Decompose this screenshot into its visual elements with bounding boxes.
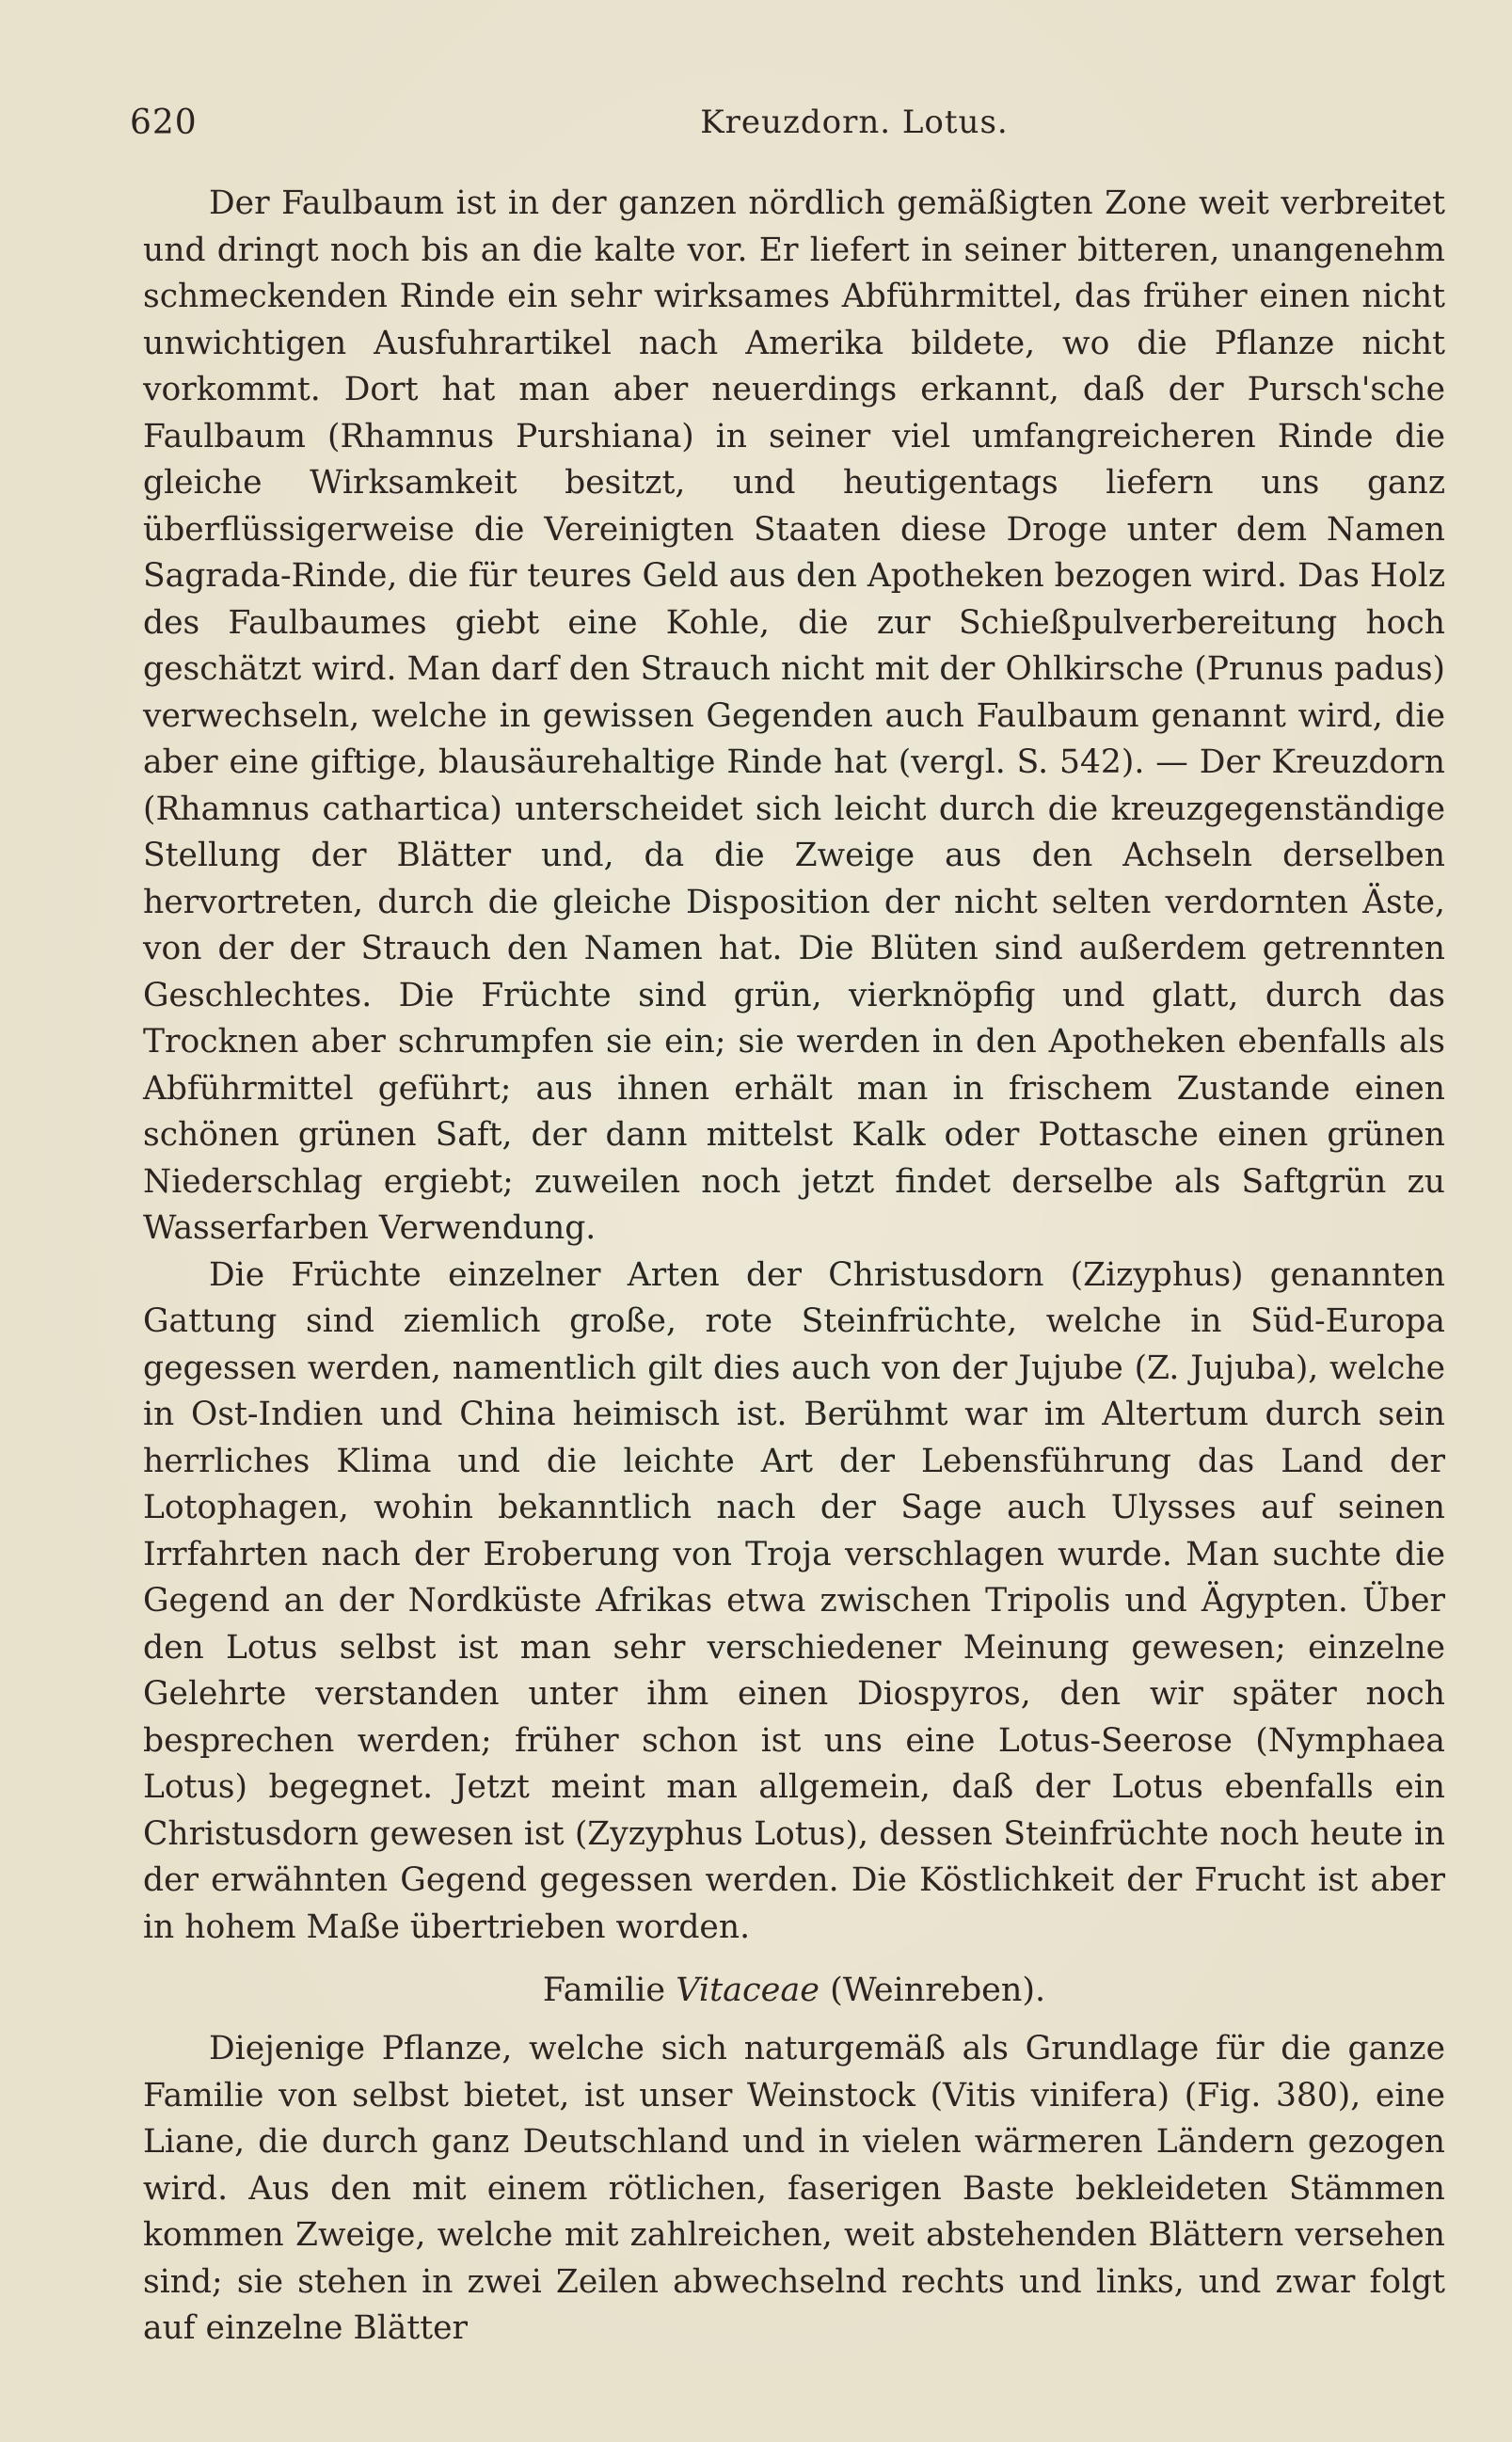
section-heading-vitaceae: [143, 1968, 1445, 2013]
heading-common-name: (Weinreben).: [830, 1971, 1046, 2009]
page-number: 620: [130, 104, 198, 142]
page-header: [130, 98, 1446, 154]
page-body: [143, 181, 1445, 2353]
paragraph-weinstock: Diejenige Pflanze, welche sich naturgemäß als Grundlage für die ganze Familie von selbst bietet, ist unser Weinstock (Vitis vinifera) (Fig. 380), eine Liane, die durch ganz Deutschland und in vielen wärmeren Ländern gezogen wird. Aus den mit einem rötlichen, faserigen Baste bekleideten Stämmen kommen Zweige, welche mit zahlreichen, weit abstehenden Blättern versehen sind; sie stehen in zwei Zeilen abwechselnd rechts und links, und zwar folgt auf einzelne Blätter: [143, 2030, 1445, 2347]
heading-prefix: Familie: [542, 1971, 666, 2009]
running-title: Kreuzdorn. Lotus.: [700, 104, 1009, 141]
paragraph-christusdorn: Die Früchte einzelner Arten der Christusdorn (Zizyphus) genannten Gattung sind ziemlich große, rote Steinfrüchte, welche in Süd-Europa gegessen werden, namentlich gilt dies auch von der Jujube (Z. Jujuba), welche in Ost-Indien und China heimisch ist. Berühmt war im Altertum durch sein herrliches Klima und die leichte Art der Lebensführung das Land der Lotophagen, wohin bekanntlich nach der Sage auch Ulysses auf seinen Irrfahrten nach der Eroberung von Troja verschlagen wurde. Man suchte die Gegend an der Nordküste Afrikas etwa zwischen Tripolis und Ägypten. Über den Lotus selbst ist man sehr verschiedener Meinung gewesen; einzelne Gelehrte verstanden unter ihm einen Diospyros, den wir später noch besprechen werden; früher schon ist uns eine Lotus-Seerose (Nymphaea Lotus) begegnet. Jetzt meint man allgemein, daß der Lotus ebenfalls ein Christusdorn gewesen ist (Zyzyphus Lotus), dessen Steinfrüchte noch heute in der erwähnten Gegend gegessen werden. Die Köstlichkeit der Frucht ist aber in hohem Maße übertrieben worden.: [143, 1255, 1445, 1946]
heading-latin-name: Vitaceae: [676, 1971, 820, 2009]
paragraph-faulbaum: Der Faulbaum ist in der ganzen nördlich gemäßigten Zone weit verbreitet und dringt noch bis an die kalte vor. Er liefert in seiner bitteren, unangenehm schmeckenden Rinde ein sehr wirksames Abführmittel, das früher einen nicht unwichtigen Ausfuhrartikel nach Amerika bildete, wo die Pflanze nicht vorkommt. Dort hat man aber neuerdings erkannt, daß der Pursch'sche Faulbaum (Rhamnus Purshiana) in seiner viel umfangreicheren Rinde die gleiche Wirksamkeit besitzt, und heutigentags liefern uns ganz überflüssigerweise die Vereinigten Staaten diese Droge unter dem Namen Sagrada-Rinde, die für teures Geld aus den Apotheken bezogen wird. Das Holz des Faulbaumes giebt eine Kohle, die zur Schießpulverbereitung hoch geschätzt wird. Man darf den Strauch nicht mit der Ohlkirsche (Prunus padus) verwechseln, welche in gewissen Gegenden auch Faulbaum genannt wird, die aber eine giftige, blausäurehaltige Rinde hat (vergl. S. 542). — Der Kreuzdorn (Rhamnus cathartica) unterscheidet sich leicht durch die kreuzgegenständige Stellung der Blätter und, da die Zweige aus den Achseln derselben hervortreten, durch die gleiche Disposition der nicht selten verdornten Äste, von der der Strauch den Namen hat. Die Blüten sind außerdem getrennten Geschlechtes. Die Früchte sind grün, vierknöpfig und glatt, durch das Trocknen aber schrumpfen sie ein; sie werden in den Apotheken ebenfalls als Abführmittel geführt; aus ihnen erhält man in frischem Zustande einen schönen grünen Saft, der dann mittelst Kalk oder Pottasche einen grünen Niederschlag ergiebt; zuweilen noch jetzt findet derselbe als Saftgrün zu Wasserfarben Verwendung.: [143, 184, 1445, 1247]
